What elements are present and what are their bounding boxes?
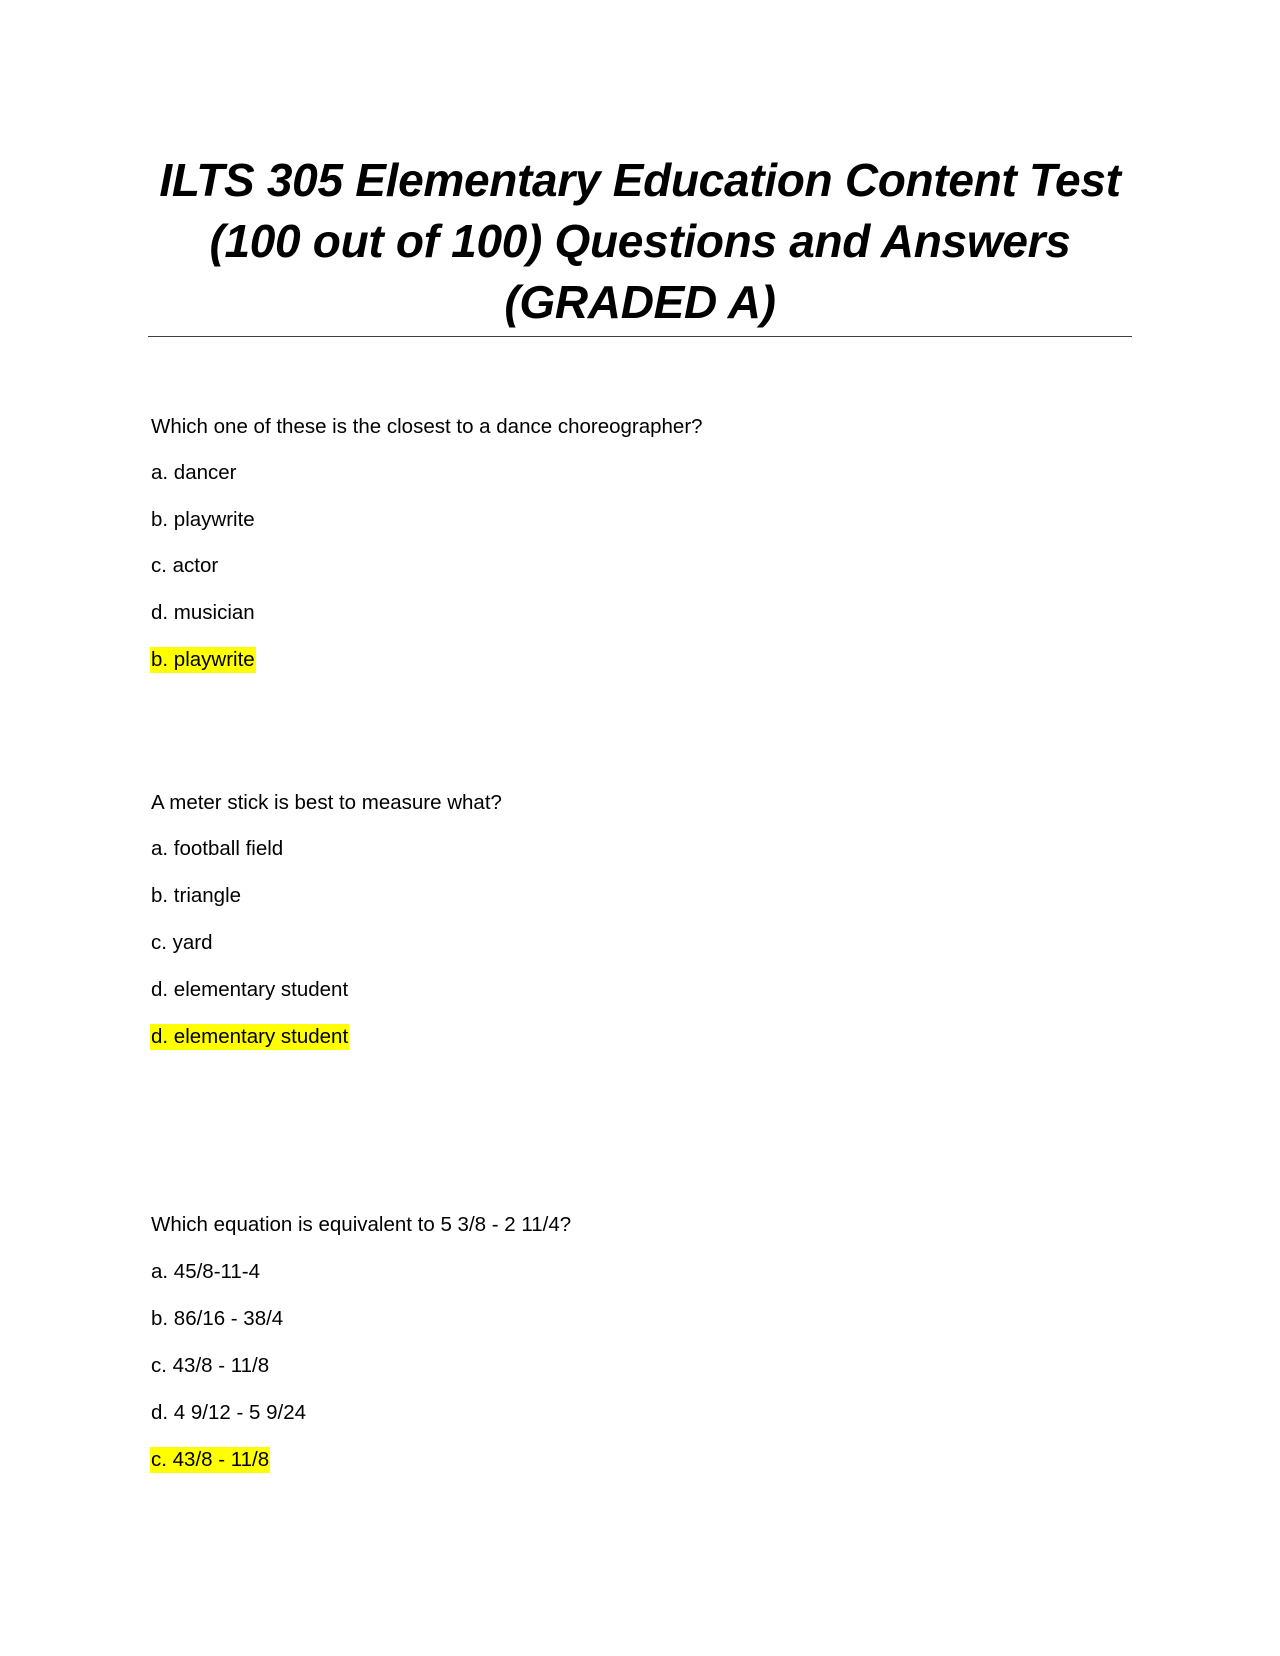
question-text: A meter stick is best to measure what? [151,791,502,814]
title-line-3: (GRADED A) [504,276,776,328]
option-d: d. 4 9/12 - 5 9/24 [151,1401,307,1424]
highlighted-answer: c. 43/8 - 11/8 [151,1448,270,1471]
option-d: d. elementary student [151,978,349,1001]
question-text: Which equation is equivalent to 5 3/8 - 2 11/4? [151,1213,572,1236]
option-b: b. 86/16 - 38/4 [151,1307,284,1330]
highlighted-answer: d. elementary student [151,1025,349,1048]
option-a: a. dancer [151,461,237,484]
option-c: c. yard [151,931,213,954]
option-b: b. triangle [151,884,242,907]
option-d: d. musician [151,601,255,624]
title-line-2: (100 out of 100) Questions and Answers [209,215,1071,267]
highlighted-answer: b. playwrite [151,648,255,671]
title-divider [148,336,1132,337]
option-a: a. football field [151,837,284,860]
option-c: c. actor [151,554,219,577]
option-c: c. 43/8 - 11/8 [151,1354,270,1377]
document-title [148,150,1132,333]
title-line-1: ILTS 305 Elementary Education Content Test [159,154,1121,206]
option-b: b. playwrite [151,508,255,531]
option-a: a. 45/8-11-4 [151,1260,261,1283]
question-text: Which one of these is the closest to a dance choreographer? [151,415,703,438]
